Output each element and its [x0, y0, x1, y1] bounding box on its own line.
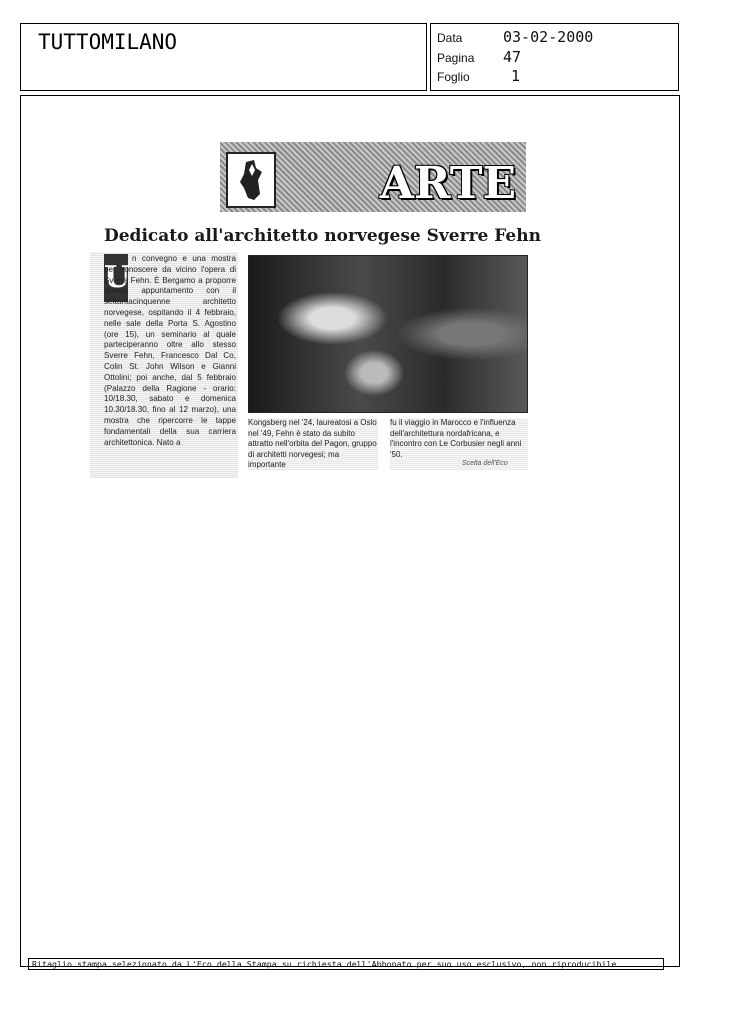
publication-name: TUTTOMILANO — [38, 30, 178, 54]
footer-disclaimer: Ritaglio stampa selezionato da L'Eco della Stampa su richiesta dell'Abbonato per suo uso esclusivo, non riproducibile — [28, 958, 664, 970]
foglio-value: 1 — [511, 67, 521, 85]
column-2-text: Kongsberg nel '24, laureatosi a Oslo nel '49, Fehn è stato da subito attratto nell'orbita del Pagon, gruppo di architetti norvegesi; ma importante — [248, 418, 377, 469]
statue-logo-icon — [226, 152, 276, 208]
data-label: Data — [437, 31, 463, 45]
foglio-label: Foglio — [437, 70, 470, 84]
pagina-value: 47 — [503, 48, 522, 66]
article-photo — [248, 255, 528, 413]
article-clipping — [90, 140, 541, 480]
article-headline: Dedicato all'architetto norvegese Sverre Fehn — [104, 226, 541, 246]
column-1-text: n convegno e una mostra per conoscere da vicino l'opera di Sverre Fehn. È Bergamo a proporre questo appuntamento con il settantacinquenne architetto norvegese, ospitando il 4 febbraio, nelle sale della Porta S. Agostino (ore 15), un seminario al quale parteciperanno oltre allo stesso Sverre Fehn, Francesco Dal Co, Colin St. John Wilson e Gianni Ottolini; poi anche, dal 5 febbraio (Palazzo della Ragione - orario: 10/18.30, sabato e domenica 10.30/18.30, fino al 12 marzo), una mostra che ripercorre le tappe fondamentali della sua carriera architettonica. Nato a — [104, 254, 236, 447]
section-title: ARTE — [379, 158, 516, 209]
data-value: 03-02-2000 — [503, 28, 594, 46]
drop-cap: U — [104, 254, 128, 302]
section-banner — [220, 142, 526, 212]
pagina-label: Pagina — [437, 51, 475, 65]
column-3-text: fu il viaggio in Marocco e l'influenza dell'architettura nordafricana, e l'incontro con Le Corbusier negli anni '50. — [390, 418, 528, 470]
article-column-1 — [90, 252, 238, 478]
publication-box — [20, 23, 427, 91]
metadata-box — [430, 23, 679, 91]
photo-credit: Scelta dell'Eco — [462, 460, 508, 467]
